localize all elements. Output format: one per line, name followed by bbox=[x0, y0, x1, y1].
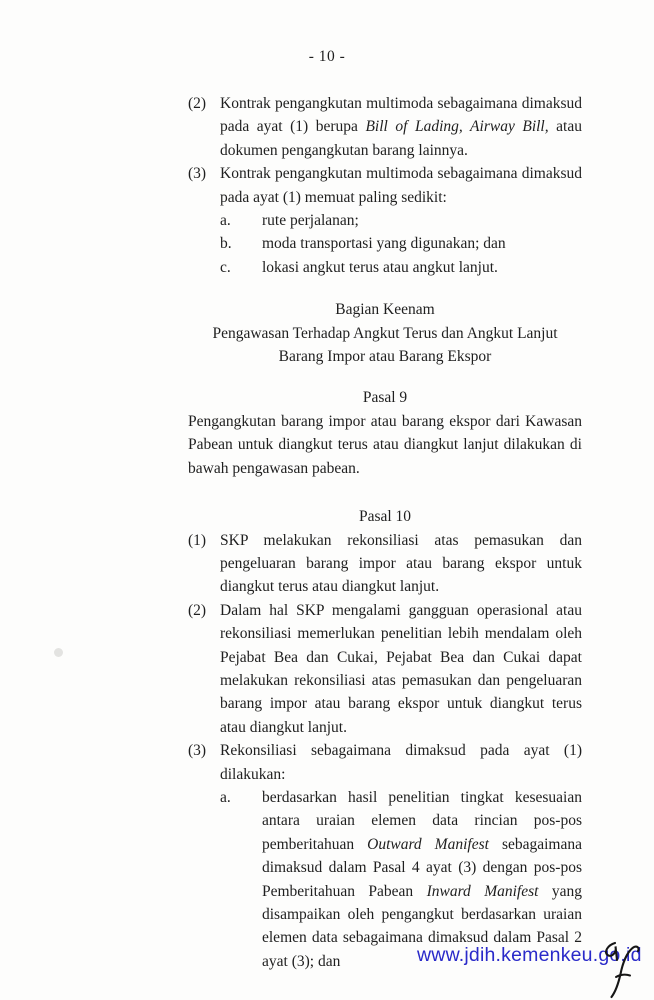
section-heading-title-line2: Barang Impor atau Barang Ekspor bbox=[278, 348, 492, 366]
ayat-text: Dalam hal SKP mengalami gangguan operasional atau rekonsiliasi memerlukan penelitian lebih mendalam oleh Pejabat Bea dan Cukai, Pejabat Bea dan Cukai dapat melakukan rekonsiliasi atas pemasukan dan pengeluaran barang impor atau barang ekspor untuk diangkut terus atau diangkut lanjut. bbox=[220, 601, 582, 736]
ayat-text: SKP melakukan rekonsiliasi atas pemasukan dan pengeluaran barang impor atau barang ekspor untuk diangkut terus atau diangkut lanjut. bbox=[220, 531, 582, 596]
ayat-lead-text: Rekonsiliasi sebagaimana dimaksud pada ayat (1) dilakukan: bbox=[220, 742, 582, 783]
pasal10-ayat-3 bbox=[188, 739, 582, 973]
ayat-text: Kontrak pengangkutan multimoda sebagaimana dimaksud pada ayat (1) berupa Bill of Lading, Airway Bill, atau dokumen pengangkutan barang lainnya. bbox=[220, 95, 582, 159]
sub-item-text: berdasarkan hasil penelitian tingkat kesesuaian antara uraian elemen data rincian pos-pos pemberitahuan Outward Manifest sebagaimana dimaksud dalam Pasal 4 ayat (3) dengan pos-pos Pemberitahuan Pabean Inward Manifest yang disampaikan oleh pengangkut berdasarkan uraian elemen data sebagaimana dimaksud dalam Pasal 2 ayat (3); dan bbox=[262, 788, 583, 970]
sub-item-a bbox=[220, 209, 582, 232]
pasal-10-heading: Pasal 10 bbox=[358, 508, 412, 526]
pasal-9-body: Pengangkutan barang impor atau barang ekspor dari Kawasan Pabean untuk diangkut terus atau diangkut lanjut dilakukan di bawah pengawasan pabean. bbox=[188, 412, 582, 477]
scan-artifact-dot bbox=[54, 648, 63, 657]
page-content bbox=[188, 92, 582, 973]
pasal10-ayat-2 bbox=[188, 599, 582, 739]
ayat-lead-text: Kontrak pengangkutan multimoda sebagaimana dimaksud pada ayat (1) memuat paling sedikit: bbox=[220, 165, 582, 206]
section-heading-title-line1: Pengawasan Terhadap Angkut Terus dan Angkut Lanjut bbox=[212, 324, 558, 342]
sub-item-text: rute perjalanan; bbox=[262, 212, 359, 230]
pasal-9-heading: Pasal 9 bbox=[362, 389, 408, 407]
sub-item-b bbox=[220, 232, 582, 255]
ayat-number: (2) bbox=[188, 601, 207, 619]
ayat-text bbox=[220, 739, 582, 973]
ayat-text bbox=[220, 162, 582, 279]
ayat-number: (2) bbox=[188, 95, 207, 112]
ayat-number: (1) bbox=[188, 531, 207, 549]
pasal10-ayat-1 bbox=[188, 529, 582, 599]
sub-item-text: moda transportasi yang digunakan; dan bbox=[262, 235, 506, 253]
sub-item-letter: c. bbox=[220, 258, 231, 276]
ayat-item-3 bbox=[188, 162, 582, 279]
ayat-number: (3) bbox=[188, 165, 207, 183]
sub-item-text: lokasi angkut terus atau angkut lanjut. bbox=[262, 258, 498, 276]
section-heading-block bbox=[188, 298, 582, 368]
jdih-watermark-url: www.jdih.kemenkeu.go.id bbox=[417, 944, 642, 966]
sub-item-letter: a. bbox=[220, 788, 231, 806]
section-heading-bagian: Bagian Keenam bbox=[335, 301, 435, 319]
sub-item-c bbox=[220, 256, 582, 279]
ayat-item-2 bbox=[188, 92, 582, 162]
page-number: - 10 - bbox=[308, 48, 346, 65]
ayat-number: (3) bbox=[188, 742, 207, 760]
sub-item-letter: b. bbox=[220, 235, 232, 253]
sub-item-letter: a. bbox=[220, 212, 231, 230]
paraf-signature-icon bbox=[592, 938, 652, 1000]
